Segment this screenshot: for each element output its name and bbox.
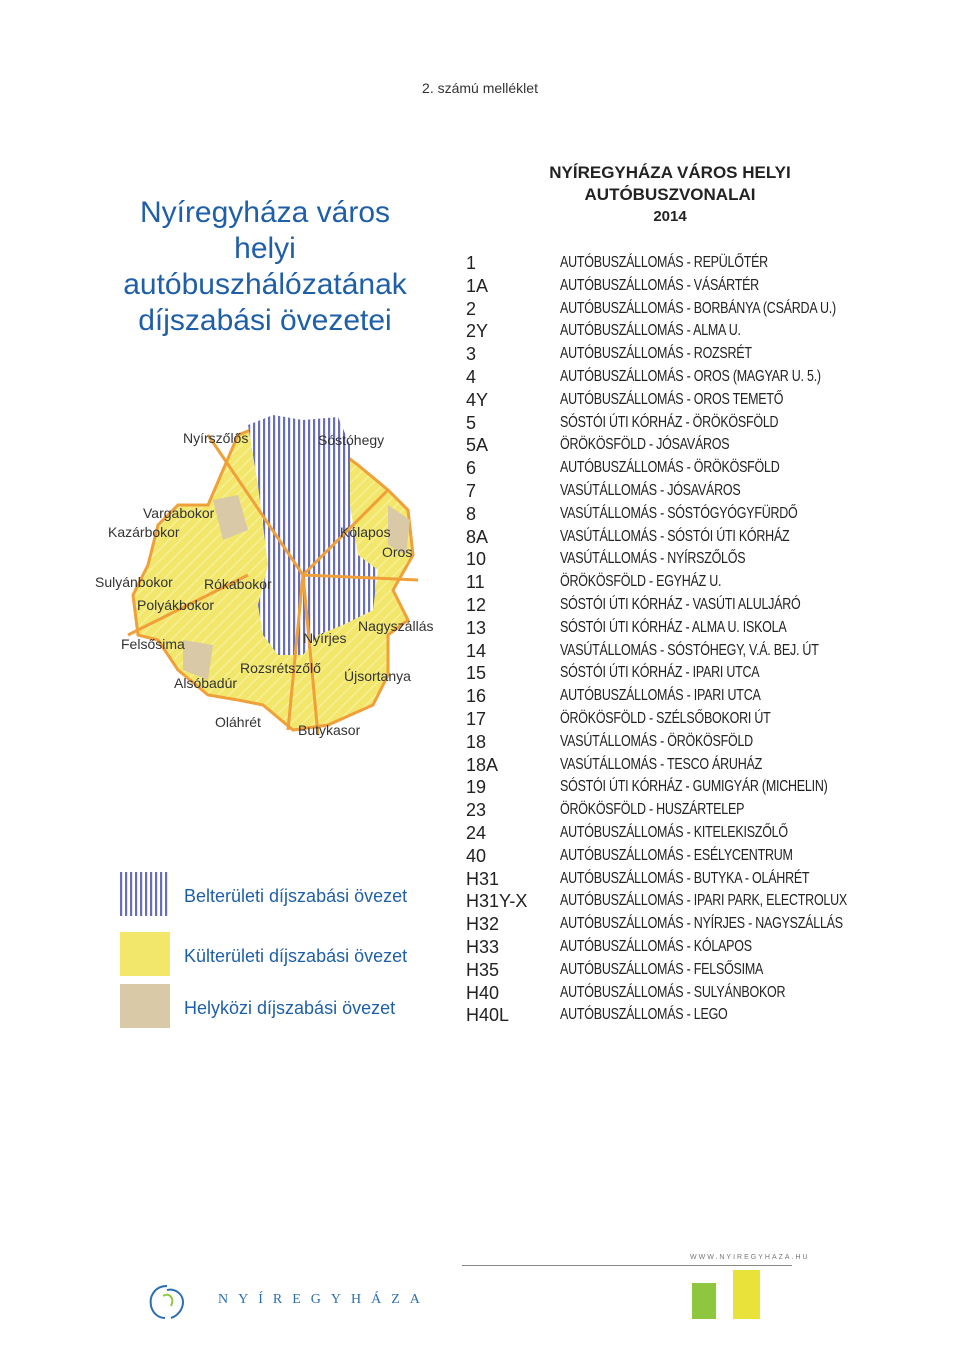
footer-green-bar [692, 1283, 716, 1319]
route-row [466, 390, 906, 413]
route-number: 40 [466, 845, 487, 866]
route-row [466, 367, 906, 390]
route-name: AUTÓBUSZÁLLOMÁS - BUTYKA - OLÁHRÉT [560, 869, 810, 887]
route-row [466, 960, 906, 983]
route-number: 7 [466, 481, 477, 501]
legend-swatch-between [120, 984, 170, 1028]
route-name: VASÚTÁLLOMÁS - SÓSTÓGYÓGYFÜRDŐ [560, 504, 798, 522]
route-row [466, 732, 906, 755]
route-name: ÖRÖKÖSFÖLD - HUSZÁRTELEP [560, 801, 745, 819]
footer-url: WWW.NYIREGYHAZA.HU [690, 1254, 810, 1261]
route-name: VASÚTÁLLOMÁS - TESCO ÁRUHÁZ [560, 755, 762, 773]
route-number: 17 [466, 709, 487, 729]
legend-label-outer: Külterületi díjszabási övezet [184, 946, 408, 966]
route-row [466, 458, 906, 481]
route-number: H35 [466, 959, 500, 980]
route-row [466, 983, 906, 1006]
route-number: 5 [466, 412, 477, 433]
route-name: SÓSTÓI ÚTI KÓRHÁZ - ALMA U. ISKOLA [560, 618, 787, 636]
route-number: 13 [466, 617, 487, 638]
route-number: H40L [466, 1005, 510, 1026]
footer-yellow-bar [733, 1270, 760, 1319]
route-list-year: 2014 [653, 208, 687, 225]
route-row [466, 709, 906, 732]
route-row [466, 253, 906, 276]
route-number: 19 [466, 777, 487, 798]
route-name: AUTÓBUSZÁLLOMÁS - KITELEKISZŐLŐ [560, 824, 788, 841]
route-name: AUTÓBUSZÁLLOMÁS - NYÍRJES - NAGYSZÁLLÁS [560, 915, 843, 933]
place-ujsortanya: Újsortanya [344, 668, 411, 684]
route-name: AUTÓBUSZÁLLOMÁS - IPARI PARK, ELECTROLUX [560, 892, 848, 910]
route-row [466, 299, 906, 322]
legend-label-inner: Belterületi díjszabási övezet [184, 886, 408, 906]
route-row [466, 777, 906, 800]
route-row [466, 663, 906, 686]
route-list-title [540, 162, 800, 228]
footer-brand: NYÍREGYHÁZA [218, 1292, 430, 1307]
route-number: H33 [466, 937, 500, 957]
route-row [466, 595, 906, 618]
route-number: 23 [466, 800, 487, 821]
route-number: 4 [466, 367, 477, 387]
route-name: AUTÓBUSZÁLLOMÁS - OROS TEMETŐ [560, 390, 784, 408]
route-name: ÖRÖKÖSFÖLD - EGYHÁZ U. [560, 573, 722, 591]
route-name: AUTÓBUSZÁLLOMÁS - ROZSRÉT [560, 345, 752, 363]
route-number: H40 [466, 982, 500, 1003]
map-title-line-1: Nyíregyháza város [139, 196, 391, 229]
route-name: ÖRÖKÖSFÖLD - JÓSAVÁROS [560, 436, 730, 454]
legend-swatch-inner [120, 872, 170, 916]
route-number: 18 [466, 731, 487, 752]
route-row [466, 344, 906, 367]
route-name: VASÚTÁLLOMÁS - SÓSTÓHEGY, V.Á. BEJ. ÚT [560, 641, 819, 659]
route-name: AUTÓBUSZÁLLOMÁS - BORBÁNYA (CSÁRDA U.) [560, 299, 836, 317]
route-row [466, 800, 906, 823]
route-row [466, 481, 906, 504]
place-rokabokor: Rókabokor [204, 576, 272, 592]
place-nyirjes: Nyírjes [303, 630, 347, 646]
route-row [466, 321, 906, 344]
route-name: SÓSTÓI ÚTI KÓRHÁZ - IPARI UTCA [560, 664, 760, 682]
route-row [466, 1005, 906, 1028]
route-number: 1 [466, 253, 477, 273]
place-rozsretszolo: Rozsrétszőlő [240, 660, 321, 676]
place-olahret: Oláhrét [215, 714, 261, 730]
route-row [466, 869, 906, 892]
place-butykasor: Butykasor [298, 722, 361, 738]
route-list-title-line-2: AUTÓBUSZVONALAI [584, 185, 756, 204]
route-row [466, 891, 906, 914]
place-kolapos: Kólapos [340, 524, 391, 540]
route-number: 6 [466, 458, 477, 479]
route-name: ÖRÖKÖSFÖLD - SZÉLSŐBOKORI ÚT [560, 710, 771, 727]
route-number: 18A [466, 754, 499, 775]
route-name: AUTÓBUSZÁLLOMÁS - ALMA U. [560, 322, 741, 340]
place-nyirszolos: Nyírszőlős [183, 430, 249, 446]
route-number: H31Y-X [466, 891, 528, 912]
route-row [466, 846, 906, 869]
route-row [466, 914, 906, 937]
route-row [466, 618, 906, 641]
route-row [466, 572, 906, 595]
route-number: 8A [466, 526, 489, 547]
route-number: 8 [466, 503, 477, 524]
route-row [466, 435, 906, 458]
route-row [466, 527, 906, 550]
route-name: SÓSTÓI ÚTI KÓRHÁZ - ÖRÖKÖSFÖLD [560, 413, 779, 431]
annex-label: 2. számú melléklet [422, 80, 538, 96]
route-number: 15 [466, 663, 487, 684]
place-alsobadur: Alsóbadúr [174, 675, 238, 691]
route-name: AUTÓBUSZÁLLOMÁS - IPARI UTCA [560, 687, 761, 705]
place-polyakbokor: Polyákbokor [137, 597, 215, 613]
route-row [466, 823, 906, 846]
route-number: 5A [466, 435, 489, 456]
place-nagyszallas: Nagyszállás [358, 618, 434, 634]
legend-swatch-outer [120, 932, 170, 976]
route-number: 24 [466, 823, 487, 843]
city-logo-icon [145, 1280, 189, 1324]
map-title [100, 195, 430, 339]
place-oros: Oros [382, 544, 413, 560]
map-title-line-3: díjszabási övezetei [138, 304, 392, 337]
route-number: 11 [466, 572, 485, 593]
route-number: H32 [466, 914, 500, 935]
route-row [466, 641, 906, 664]
route-name: VASÚTÁLLOMÁS - JÓSAVÁROS [560, 482, 741, 499]
place-vargabokor: Vargabokor [143, 505, 215, 521]
route-name: AUTÓBUSZÁLLOMÁS - LEGO [560, 1006, 728, 1024]
route-list-title-line-1: NYÍREGYHÁZA VÁROS HELYI [549, 163, 791, 182]
route-number: 14 [466, 640, 487, 661]
route-name: SÓSTÓI ÚTI KÓRHÁZ - GUMIGYÁR (MICHELIN) [560, 778, 828, 796]
footer-divider [462, 1265, 792, 1266]
route-row [466, 549, 906, 572]
route-number: 3 [466, 344, 477, 365]
route-name: AUTÓBUSZÁLLOMÁS - KÓLAPOS [560, 938, 752, 955]
route-number: 4Y [466, 389, 489, 410]
legend-item-between [120, 984, 440, 1030]
route-name: AUTÓBUSZÁLLOMÁS - SULYÁNBOKOR [560, 983, 786, 1001]
route-number: 12 [466, 595, 487, 615]
legend-item-outer [120, 932, 440, 978]
route-number: 1A [466, 275, 489, 296]
route-name: AUTÓBUSZÁLLOMÁS - VÁSÁRTÉR [560, 276, 759, 294]
route-number: 2Y [466, 321, 489, 342]
route-name: VASÚTÁLLOMÁS - NYÍRSZŐLŐS [560, 550, 746, 568]
route-row [466, 755, 906, 778]
route-name: AUTÓBUSZÁLLOMÁS - ESÉLYCENTRUM [560, 846, 793, 864]
route-name: VASÚTÁLLOMÁS - ÖRÖKÖSFÖLD [560, 732, 753, 750]
route-number: 10 [466, 549, 487, 570]
route-name: VASÚTÁLLOMÁS - SÓSTÓI ÚTI KÓRHÁZ [560, 527, 790, 545]
place-kazarbokor: Kazárbokor [108, 524, 180, 540]
legend-item-inner [120, 872, 440, 918]
route-row [466, 276, 906, 299]
route-name: AUTÓBUSZÁLLOMÁS - OROS (MAGYAR U. 5.) [560, 368, 821, 385]
route-number: 2 [466, 298, 477, 319]
route-name: AUTÓBUSZÁLLOMÁS - ÖRÖKÖSFÖLD [560, 459, 780, 477]
route-name: SÓSTÓI ÚTI KÓRHÁZ - VASÚTI ALULJÁRÓ [560, 596, 801, 613]
route-row [466, 937, 906, 960]
place-felsosima: Felsősima [121, 636, 185, 652]
route-row [466, 686, 906, 709]
legend-label-between: Helyközi díjszabási övezet [184, 998, 396, 1018]
route-name: AUTÓBUSZÁLLOMÁS - REPÜLŐTÉR [560, 254, 768, 271]
route-name: AUTÓBUSZÁLLOMÁS - FELSŐSIMA [560, 960, 764, 978]
route-row [466, 504, 906, 527]
place-sulyanbokor: Sulyánbokor [95, 574, 173, 590]
route-number: 16 [466, 686, 487, 707]
map-title-line-2: helyi autóbuszhálózatának [123, 232, 407, 301]
place-sostohegy: Sóstóhegy [318, 432, 385, 448]
route-row [466, 413, 906, 436]
route-number: H31 [466, 868, 500, 889]
